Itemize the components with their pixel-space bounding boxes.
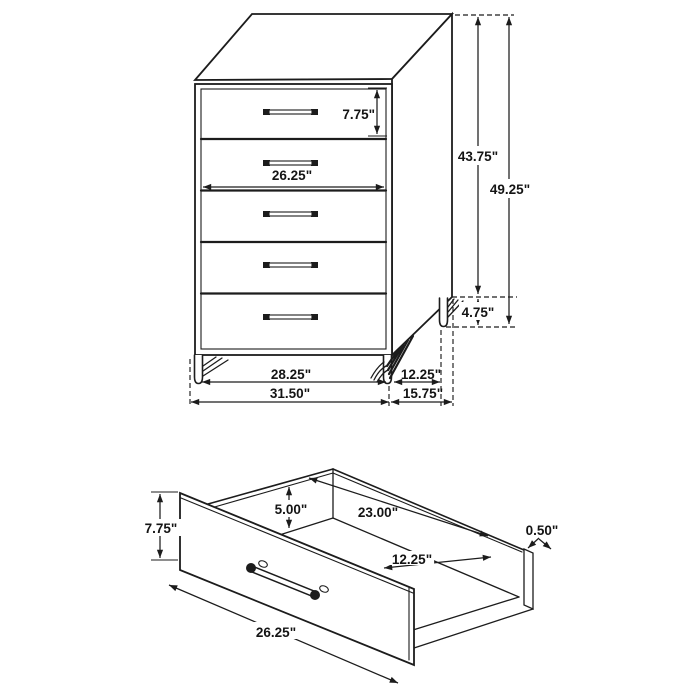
dim-drawer-inner-depth — [384, 551, 491, 568]
handle-end-cap — [246, 563, 256, 573]
drawer-handle — [263, 109, 318, 115]
dim-drawer-inner-width-label: 23.00" — [357, 505, 399, 520]
handle-end-cap — [310, 590, 320, 600]
dimension-arrow — [539, 539, 551, 549]
dim-drawer-inner-width — [309, 478, 488, 536]
dim-drawer-box-inner-height-label: 5.00" — [274, 502, 308, 517]
bottom-right-interior-edge — [413, 597, 519, 630]
left-side-top-rim — [208, 469, 333, 504]
dim-chest-leg-span-depth — [394, 367, 441, 382]
dim-chest-overall-depth — [391, 386, 452, 402]
chest-front-face — [195, 84, 392, 355]
dim-chest-leg-height — [459, 299, 498, 325]
drawer-handle — [263, 160, 318, 166]
dim-chest-overall-height-label: 49.25" — [489, 182, 531, 197]
dim-chest-overall-width-label: 31.50" — [269, 386, 311, 401]
dim-chest-leg-span-width-label: 28.25" — [270, 367, 312, 382]
handle-bar — [269, 161, 312, 165]
chest-view — [190, 14, 533, 406]
dim-chest-leg-height-label: 4.75" — [461, 305, 495, 320]
dimension-arrow — [528, 538, 539, 548]
hairpin-leg-front-left — [195, 355, 229, 384]
drawer-handle — [263, 314, 318, 320]
dim-chest-drawer-front-width-label: 26.25" — [271, 168, 313, 183]
dim-chest-leg-span-depth-label: 12.25" — [400, 367, 442, 382]
dim-chest-leg-span-width — [202, 367, 386, 382]
handle-bar — [269, 315, 312, 319]
dim-chest-overall-height — [487, 17, 533, 324]
handle-bar — [269, 212, 312, 216]
handle-bar — [269, 110, 312, 114]
drawer-view — [139, 469, 558, 683]
drawer-handle — [263, 262, 318, 268]
dim-drawer-side-thickness — [526, 523, 559, 549]
leg-post — [195, 355, 203, 384]
dimension-line — [309, 478, 488, 536]
dim-chest-drawer-front-height-label: 7.75" — [342, 107, 375, 122]
handle-bar — [269, 263, 312, 267]
dim-drawer-front-width-label: 26.25" — [255, 625, 297, 640]
drawer-handle — [263, 211, 318, 217]
dim-drawer-box-inner-height — [269, 487, 312, 528]
dim-chest-overall-width — [191, 386, 389, 402]
dim-drawer-inner-depth-label: 12.25" — [391, 552, 433, 567]
leg-wires — [203, 357, 228, 376]
dim-chest-overall-depth-label: 15.75" — [402, 386, 444, 401]
dim-drawer-side-thickness-label: 0.50" — [525, 523, 559, 538]
right-side-end-face — [524, 549, 533, 609]
leg-post — [440, 298, 448, 327]
right-side-bottom-edge — [414, 609, 533, 648]
dim-chest-case-height-label: 43.75" — [457, 149, 499, 164]
dim-drawer-front-height — [139, 492, 183, 560]
dim-chest-case-height — [455, 17, 501, 294]
dim-drawer-front-height-label: 7.75" — [144, 521, 178, 536]
